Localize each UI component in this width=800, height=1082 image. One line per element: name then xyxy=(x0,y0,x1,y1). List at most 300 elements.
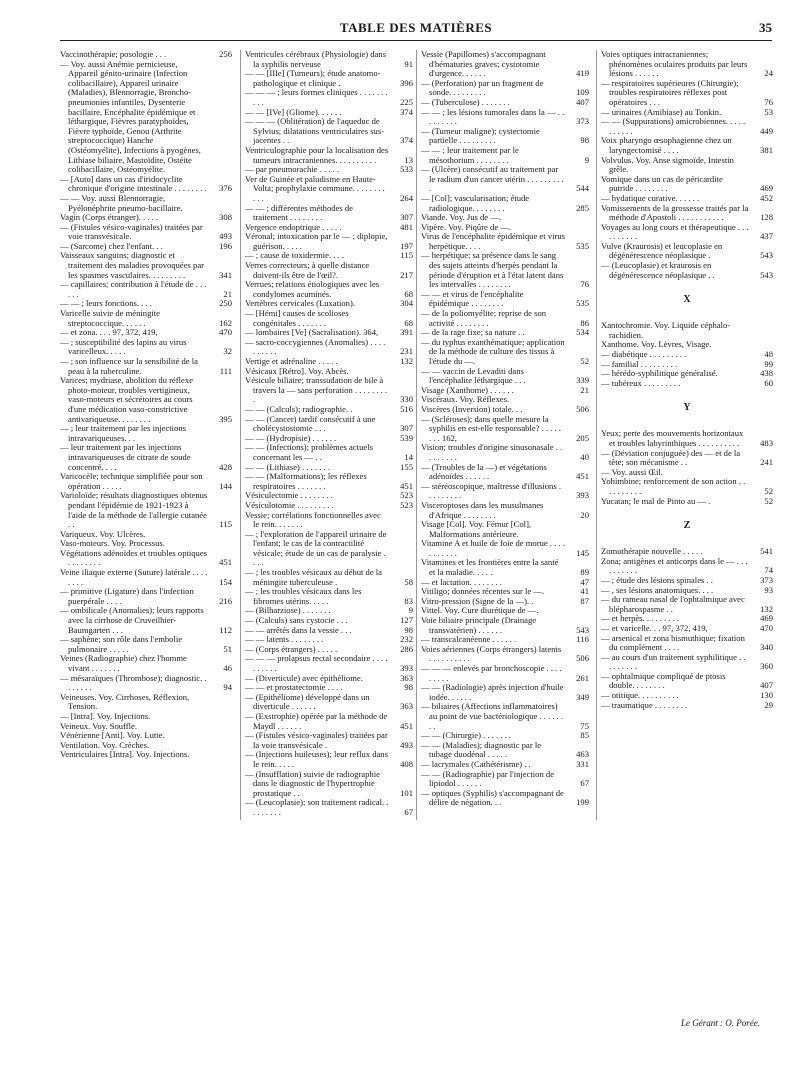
entry-page-number: 32 xyxy=(223,346,232,357)
entry-text: — (Epithéliome) développé dans un diverticule . . . . . . xyxy=(245,691,370,712)
index-entry xyxy=(245,587,413,606)
entry-text: Vésicule biliaire; transsudation de bile à travers la — sans perforation . . . . . . . . . xyxy=(245,375,388,405)
entry-page-number: 396 xyxy=(400,77,413,88)
entry-text: — (Exstrophie) opérée par la méthode de Maydl . . . . . . xyxy=(245,710,388,731)
index-entry xyxy=(421,664,589,683)
entry-text: Veines (Radiographie) chez l'homme vivant . . . . . . . xyxy=(60,653,187,673)
entry-text: Xanthome. Voy. Lèvres, Visage. xyxy=(601,339,712,350)
entry-text: — (Troubles de la —) et végétations adénoïdes . . . . . . xyxy=(421,461,547,482)
entry-text: — [Intra]. Voy. Injections. xyxy=(60,710,151,721)
index-entry xyxy=(245,693,413,712)
index-entry xyxy=(421,520,589,539)
entry-page-number: 52 xyxy=(580,356,589,366)
entry-text: — familial . . . . . . . . . xyxy=(601,358,678,369)
index-entry xyxy=(60,376,232,424)
entry-text: Végétations adénoïdes et troubles optiques . . . . . . . . xyxy=(60,547,208,568)
entry-page-number: 52 xyxy=(764,485,773,496)
index-entry xyxy=(60,549,232,568)
entry-text: — ; cause de toxidermie. . . . xyxy=(245,250,345,261)
entry-page-number: 451 xyxy=(219,557,232,568)
entry-page-number: 112 xyxy=(219,624,232,635)
entry-text: Visage (Xanthome) . . . . . . xyxy=(421,384,514,395)
index-entry xyxy=(421,558,589,577)
entry-text: — tubéreux . . . . . . . . . xyxy=(601,377,681,388)
index-entry xyxy=(245,175,413,204)
index-entry xyxy=(601,701,773,711)
entry-page-number: 304 xyxy=(400,298,413,309)
entry-page-number: 52 xyxy=(764,495,773,506)
entry-text: — (Insufflation) suivie de radiographie dans le diagnostic de l'hypertrophie prostatique . . xyxy=(245,768,380,798)
entry-text: Verrues; relations étiologiques avec les condylomes acuminés. xyxy=(245,279,380,299)
entry-page-number: 75 xyxy=(580,720,589,731)
index-entry xyxy=(60,424,232,443)
entry-text: — ombilicale (Anomalies); leurs rapports avec la cirrhose de Cruveilhier-Baumgarten . . . xyxy=(60,605,204,635)
section-letter: Z xyxy=(683,520,691,532)
index-entry xyxy=(421,789,589,808)
entry-text: — — [IIIe] (Tumeurs); étude anatomo-pathologique et clinique . xyxy=(245,68,381,88)
entry-page-number: 451 xyxy=(576,471,589,482)
entry-text: — — ; différentes méthodes de traitement . . . . . . . . xyxy=(245,202,353,223)
index-column-1 xyxy=(60,50,232,820)
index-entry xyxy=(421,501,589,520)
entry-text: — — (Maladies); diagnostic par le tubage duodénal . . . . . xyxy=(421,739,542,760)
index-entry xyxy=(601,429,773,448)
entry-text: — (Leucoplasie) et kraurosis en dégénérescence néoplasique . . xyxy=(601,260,715,280)
entry-text: Volvulus. Voy. Anse sigmoïde, Intestin grêle. xyxy=(601,154,734,175)
entry-page-number: 40 xyxy=(580,451,589,462)
entry-page-number: 74 xyxy=(764,565,773,576)
entry-text: — (Fistules vésico-vaginales) traitées par la voie transvésicale . xyxy=(245,730,388,750)
entry-text: — du typhus exanthématique; application de la méthode de culture des tissus à l'étude du —. xyxy=(421,336,565,366)
entry-page-number: 339 xyxy=(576,375,589,386)
entry-page-number: 481 xyxy=(400,221,413,232)
entry-page-number: 197 xyxy=(400,240,413,251)
header-rule xyxy=(60,40,772,41)
index-entry xyxy=(60,280,232,299)
entry-text: Vertèbres cervicales (Luxation). xyxy=(245,298,355,309)
entry-text: — — (Malformations); les réflexes respiratoires . . . . . . . xyxy=(245,471,367,491)
index-entry xyxy=(601,653,773,672)
entry-page-number: 53 xyxy=(764,106,773,117)
entry-page-number: 155 xyxy=(400,461,413,472)
entry-text: — — (Radiologie) après injection d'huile iodée. . . . . . xyxy=(421,682,564,702)
index-entry xyxy=(245,530,413,568)
entry-text: — — (Chirurgie) . . . . . . . xyxy=(421,730,512,741)
entry-text: — ; son influence sur la sensibilité de la peau à la tuberculine. xyxy=(60,356,198,376)
index-entry xyxy=(60,338,232,357)
entry-page-number: 115 xyxy=(219,519,232,530)
entry-text: Vittel. Voy. Cure diurétique de —. xyxy=(421,605,539,616)
entry-text: Vagin (Corps étranger). . . . . xyxy=(60,212,159,223)
entry-page-number: 408 xyxy=(400,758,413,769)
entry-page-number: 98 xyxy=(580,135,589,146)
entry-text: Voies aériennes (Corps étrangers) latents . . . . . . . . . . xyxy=(421,643,562,664)
entry-text: — — latents . . . . . . . . xyxy=(245,634,324,645)
index-entry xyxy=(421,616,589,635)
entry-text: Vomissements de la grossesse traités par la méthode d'Apostoli . . . . . . . . . . . xyxy=(601,202,749,223)
entry-text: Vipère. Voy. Piqûre de —. xyxy=(421,221,512,232)
entry-page-number: 438 xyxy=(760,368,773,379)
entry-text: — saphène; son rôle dans l'embolie pulmonaire . . . . . xyxy=(60,634,183,654)
entry-text: Variqueux. Voy. Ulcères. xyxy=(60,528,146,539)
entry-text: — (Bilharziose) . . . . . . . xyxy=(245,605,331,616)
entry-text: — (Diverticule) avec épithéliome. xyxy=(245,672,363,683)
entry-text: — — Voy. aussi Blennorragie, Pyélonéphrite pneumo-bacillaire. xyxy=(60,192,183,213)
entry-text: — otitique. . . . . . . . . . xyxy=(601,690,679,701)
entry-text: Yucatan; le mal de Pinto au — . xyxy=(601,495,711,506)
entry-page-number: 463 xyxy=(576,749,589,760)
page-title: TABLE DES MATIÈRES xyxy=(339,20,493,35)
index-entry xyxy=(601,557,773,576)
index-entry xyxy=(245,798,413,817)
entry-text: — de la poliomyélite; reprise de son activité . . . . . . . . xyxy=(421,308,547,328)
entry-text: — (Scléroses); dans quelle mesure la syphilis en est-elle responsable? . . . . . . . . 162, xyxy=(421,413,561,443)
entry-text: — au cours d'un traitement syphilitique . . . . . . . . . xyxy=(601,651,746,672)
entry-text: Vaisseaux sanguins; diagnostic et traitement des maladies provoquées par les spasmes vasculaires. . . . . . . . . xyxy=(60,250,205,280)
index-entry xyxy=(421,367,589,386)
entry-page-number: 419 xyxy=(576,68,589,79)
entry-page-number: 225 xyxy=(400,96,413,107)
index-entry xyxy=(245,232,413,251)
index-entry xyxy=(601,223,773,242)
entry-page-number: 14 xyxy=(404,451,413,462)
index-column-4 xyxy=(596,50,773,820)
entry-page-number: 94 xyxy=(223,682,232,693)
entry-text: — sacro-coccygiennes (Anomalies) . . . . . . . . . . xyxy=(245,336,386,357)
entry-text: — hydatique curative. . . . . . xyxy=(601,192,700,203)
index-entry xyxy=(421,194,589,213)
entry-text: Visceroptoses dans les musulmanes d'Afrique . . . . . . . . xyxy=(421,499,544,520)
entry-page-number: 341 xyxy=(219,269,232,280)
index-entry xyxy=(60,674,232,693)
entry-page-number: 541 xyxy=(760,546,773,557)
entry-text: — [Auto] dans un cas d'iridocyclite chronique d'origine intestinale . . . . . . . . xyxy=(60,173,207,194)
entry-page-number: 109 xyxy=(576,87,589,98)
entry-text: — (Déviation conjuguée) des — et de la tête; son mécanisme . . xyxy=(601,447,741,468)
entry-text: — (Tumeur maligne); cystectomie partielle . . . . . . . . . xyxy=(421,125,540,146)
index-entry xyxy=(60,223,232,242)
index-entry xyxy=(421,683,589,702)
entry-text: Ventriculaires [Intra]. Voy. Injections. xyxy=(60,749,190,760)
entry-page-number: 154 xyxy=(219,576,232,587)
index-entry xyxy=(601,634,773,653)
entry-page-number: 395 xyxy=(219,413,232,424)
entry-page-number: 437 xyxy=(760,231,773,242)
entry-text: — , ses lésions anatomiques. . . . xyxy=(601,584,714,595)
entry-text: Vaccinothérapie; posologie . . . xyxy=(60,50,167,59)
entry-text: — [Col]; vascularisation; étude radiologique. . . . . . . . xyxy=(421,192,530,213)
entry-page-number: 76 xyxy=(580,279,589,290)
index-column-3 xyxy=(416,50,589,820)
entry-text: Zomothérapie nouvelle . . . . . xyxy=(601,546,703,557)
index-entry xyxy=(245,415,413,434)
index-entry xyxy=(60,443,232,472)
entry-page-number: 451 xyxy=(400,480,413,491)
entry-text: — [Hémi] causes de scolioses congénitales . . . . . . . xyxy=(245,308,349,328)
entry-text: — — (Cancer) tardif consécutif à une cholécystostomie . . . xyxy=(245,413,376,434)
entry-page-number: 264 xyxy=(400,192,413,203)
entry-page-number: 21 xyxy=(223,288,232,299)
entry-page-number: 83 xyxy=(404,595,413,606)
index-entry xyxy=(245,511,413,530)
index-entry xyxy=(60,693,232,712)
entry-text: — traumatique . . . . . . . . xyxy=(601,699,688,710)
entry-page-number: 144 xyxy=(219,480,232,491)
entry-page-number: 308 xyxy=(219,212,232,223)
index-entry xyxy=(421,415,589,444)
entry-page-number: 130 xyxy=(760,690,773,701)
entry-page-number: 47 xyxy=(580,576,589,587)
entry-text: Voix pharyngo œsophagienne chez un laryngectomisé . . . . xyxy=(601,135,732,155)
entry-text: — — — prolapsus rectal secondaire . . . . . . . . . . xyxy=(245,653,388,673)
entry-page-number: 241 xyxy=(760,457,773,468)
index-entry xyxy=(60,472,232,491)
entry-text: — stéréoscopique, maîtresse d'illusions . . . . . . . . . xyxy=(421,480,561,501)
entry-text: — capillaires; contribution à l'étude de . . . . . . xyxy=(60,279,207,299)
index-entry xyxy=(60,587,232,606)
entry-text: — du rameau nasal de l'ophtalmique avec blépharospasme . . xyxy=(601,594,745,614)
entry-text: — — et virus de l'encéphalite épidémique . . . . . . . . xyxy=(421,288,524,309)
index-entry xyxy=(245,50,413,69)
index-entry xyxy=(60,635,232,654)
entry-page-number: 67 xyxy=(580,778,589,789)
index-entry xyxy=(601,449,773,468)
index-entry xyxy=(60,491,232,529)
entry-text: — mésaraïques (Thrombose); diagnostic. . . . . . . . xyxy=(60,672,207,693)
entry-page-number: 20 xyxy=(580,509,589,520)
index-entry xyxy=(421,290,589,309)
entry-page-number: 13 xyxy=(404,154,413,165)
entry-page-number: 89 xyxy=(580,567,589,578)
entry-text: Ventilation. Voy. Crèches. xyxy=(60,739,150,750)
entry-text: — biliaires (Affections inflammatoires) au point de vue bactériologique . . . . . . . . xyxy=(421,701,564,731)
entry-page-number: 449 xyxy=(760,125,773,136)
index-entry xyxy=(601,156,773,175)
entry-page-number: 483 xyxy=(760,438,773,448)
index-entry xyxy=(601,497,773,507)
index-entry xyxy=(60,60,232,175)
entry-page-number: 250 xyxy=(219,298,232,309)
entry-page-number: 98 xyxy=(404,624,413,635)
entry-text: — leur traitement par les injections intravariqueuses de citrate de soude concentré. . . . xyxy=(60,442,191,472)
entry-page-number: 48 xyxy=(764,349,773,360)
index-entry xyxy=(601,595,773,614)
entry-text: Yeux; perte des mouvements horizontaux et troubles labyrinthiques . . . . . . . . . . xyxy=(601,428,744,448)
running-head xyxy=(60,20,772,40)
index-entry xyxy=(245,204,413,223)
entry-page-number: 533 xyxy=(400,164,413,175)
entry-page-number: 76 xyxy=(764,96,773,107)
entry-text: Virus de l'encéphalite épidémique et virus herpétique. . . . xyxy=(421,231,565,251)
index-entry xyxy=(421,443,589,462)
index-entry xyxy=(245,568,413,587)
entry-page-number: 116 xyxy=(576,634,589,645)
entry-text: Veine iliaque externe (Suture) latérale . . . . . . . . xyxy=(60,567,208,587)
index-entry xyxy=(245,443,413,462)
entry-page-number: 91 xyxy=(404,58,413,69)
entry-page-number: 407 xyxy=(576,96,589,107)
entry-page-number: 261 xyxy=(576,672,589,683)
entry-page-number: 373 xyxy=(576,116,589,127)
entry-text: Vitiligo; données récentes sur le —. xyxy=(421,586,545,597)
entry-text: — — (Infections); problèmes actuels concernant les — . . xyxy=(245,442,373,462)
entry-text: Vitamines et les frontières entre la santé et la maladie. . . . . xyxy=(421,557,559,578)
entry-page-number: 9 xyxy=(584,154,589,165)
index-entry xyxy=(245,261,413,280)
index-entry xyxy=(421,463,589,482)
entry-text: — — arrêtés dans la vessie . . . xyxy=(245,624,352,635)
entry-page-number: 391 xyxy=(400,327,413,338)
entry-page-number: 373 xyxy=(760,574,773,585)
entry-page-number: 67 xyxy=(404,806,413,817)
entry-page-number: 516 xyxy=(400,403,413,414)
index-entry xyxy=(601,175,773,194)
index-columns xyxy=(60,50,772,820)
index-entry xyxy=(60,606,232,635)
index-entry xyxy=(60,251,232,280)
entry-text: Ver de Guinée et paludisme en Haute-Volta; prophylaxie commune. . . . . . . . . . . xyxy=(245,173,385,203)
entry-page-number: 470 xyxy=(760,622,773,633)
entry-text: — — ; les lésions tumorales dans la — . . . . . . . . . xyxy=(421,106,565,127)
entry-page-number: 217 xyxy=(400,269,413,280)
entry-page-number: 93 xyxy=(764,584,773,595)
entry-text: Vomique dans un cas de péricardite putride . . . . . . . . xyxy=(601,173,723,194)
entry-page-number: 363 xyxy=(400,701,413,712)
entry-text: Ventricules cérébraux (Physiologie) dans la syphilis nerveuse xyxy=(245,50,387,69)
entry-page-number: 374 xyxy=(400,106,413,117)
entry-text: — — — enlevés par bronchoscopie . . . . . . . . . xyxy=(421,663,562,683)
entry-text: Vésiculotomie . . . . . . . . . xyxy=(245,499,334,510)
entry-page-number: 523 xyxy=(400,499,413,510)
index-entry xyxy=(245,117,413,146)
entry-text: — (Tuberculose) . . . . . . . xyxy=(421,96,510,107)
entry-text: Veineux. Voy. Souffle. xyxy=(60,720,138,731)
entry-page-number: 132 xyxy=(400,356,413,366)
index-column-2 xyxy=(240,50,413,820)
entry-text: Verres correcteurs; à quelle distance doivent-ils être de l'œil?. xyxy=(245,260,370,280)
entry-page-number: 128 xyxy=(760,212,773,223)
entry-page-number: 451 xyxy=(400,720,413,731)
entry-text: — — (Hydropisie) . . . . . . xyxy=(245,432,337,443)
entry-text: — optiques (Syphilis) s'accompagnant de délire de négation. . . xyxy=(421,787,564,808)
entry-page-number: 363 xyxy=(400,672,413,683)
entry-page-number: 407 xyxy=(760,680,773,691)
entry-page-number: 506 xyxy=(576,653,589,664)
entry-text: Veineuses. Voy. Cirrhoses, Réflexion, Tension. xyxy=(60,691,190,712)
index-entry xyxy=(601,672,773,691)
entry-page-number: 535 xyxy=(576,298,589,309)
entry-page-number: 331 xyxy=(576,758,589,769)
entry-text: — ; leur traitement par les injections intravariqueuses. . . xyxy=(60,423,187,443)
index-entry xyxy=(421,338,589,367)
entry-page-number: 68 xyxy=(404,317,413,328)
index-entry xyxy=(60,309,232,328)
entry-page-number: 196 xyxy=(219,240,232,251)
entry-text: — Voy. aussi Œil. xyxy=(601,466,663,477)
index-entry xyxy=(60,750,232,760)
index-entry xyxy=(601,79,773,108)
entry-text: — (Ulcère) consécutif au traitement par le radium d'un cancer utérin . . . . . . . . . . xyxy=(421,164,564,194)
entry-text: — ; l'exploration de l'appareil urinaire de l'enfant; le cas de la contractilité vésicale; étude de un cas de paralysie . . . . xyxy=(245,528,387,568)
entry-text: — (Sarcome) chez l'enfant. . . xyxy=(60,240,163,251)
index-entry xyxy=(245,712,413,731)
index-entry xyxy=(245,376,413,405)
entry-text: — — et prostatectomie . . . . xyxy=(245,682,343,693)
index-entry xyxy=(421,165,589,194)
entry-text: — (Calculs) sans cystocie . . . xyxy=(245,615,348,626)
index-entry xyxy=(245,338,413,357)
index-entry xyxy=(421,482,589,501)
index-entry xyxy=(245,770,413,799)
index-entry xyxy=(245,280,413,299)
entry-text: Vaso-moteurs. Voy. Processus. xyxy=(60,538,165,549)
entry-text: — par pneumorachie . . . . . xyxy=(245,164,340,175)
entry-page-number: 381 xyxy=(760,144,773,155)
entry-page-number: 452 xyxy=(760,192,773,203)
entry-page-number: 539 xyxy=(400,432,413,443)
entry-text: — (Injections huileuses); leur reflux dans le rein. . . . . xyxy=(245,749,388,769)
entry-text: — herpétique; sa présence dans le sang des sujets atteints d'herpès pendant la période d'éruption et à l'état latent dans les intervalles . . . . . . . . xyxy=(421,250,564,290)
entry-text: Zona; antigènes et anticorps dans le — . . . . . . . . . . xyxy=(601,555,748,576)
section-letter: Y xyxy=(683,402,691,414)
entry-page-number: 115 xyxy=(400,250,413,261)
index-entry xyxy=(421,770,589,789)
entry-text: — — vaccin de Levaditi dans l'encéphalite léthargique . . . xyxy=(421,365,526,386)
index-entry xyxy=(421,645,589,664)
entry-text: Vision; troubles d'origine sinusonasale . . . . . . . . . xyxy=(421,442,563,462)
entry-text: Xantochromie. Voy. Liquide céphalo-rachidien. xyxy=(601,320,731,340)
index-entry xyxy=(421,108,589,127)
entry-page-number: 98 xyxy=(404,682,413,693)
entry-text: Voyages au long cours et thérapeutique . . . . . . . . . . xyxy=(601,221,749,242)
index-entry xyxy=(601,136,773,155)
entry-text: — primitive (Ligature) dans l'infection puerpérale . . . . xyxy=(60,586,194,606)
index-entry xyxy=(60,654,232,673)
entry-page-number: 86 xyxy=(580,317,589,328)
entry-text: — diabétique . . . . . . . . . xyxy=(601,349,687,360)
entry-text: Yohimbine; renforcement de son action . . . . . . . . . . xyxy=(601,476,746,496)
entry-page-number: 41 xyxy=(580,586,589,597)
entry-page-number: 285 xyxy=(576,202,589,213)
entry-page-number: 21 xyxy=(580,384,589,395)
index-entry xyxy=(601,321,773,340)
entry-page-number: 132 xyxy=(760,603,773,614)
entry-text: — — (Radiographie) par l'injection de lipiodol . . . . . . xyxy=(421,768,555,789)
entry-text: — urinaires (Amibiase) au Tonkin. xyxy=(601,106,722,117)
entry-text: — hérédo-syphilitique généralisé. xyxy=(601,368,718,379)
entry-page-number: 68 xyxy=(404,288,413,299)
entry-page-number: 374 xyxy=(400,135,413,146)
entry-page-number: 535 xyxy=(576,240,589,251)
index-entry xyxy=(60,194,232,213)
entry-page-number: 469 xyxy=(760,183,773,194)
entry-page-number: 393 xyxy=(576,490,589,501)
entry-text: — — — ; leurs formes cliniques . . . . . . . . . . xyxy=(245,87,388,107)
entry-text: Varicocèle; technique simplifiée pour son opération . . . . . xyxy=(60,471,203,491)
entry-text: — — (Lithiase) . . . . . . . xyxy=(245,461,330,472)
entry-text: Viscères (Inversion) totale. . . xyxy=(421,403,523,414)
entry-page-number: 99 xyxy=(764,358,773,369)
entry-text: — Voy. aussi Anémie pernicieuse, Appareil génito-urinaire (Infection colibacillaire), Appareil urinaire (Maladies), Blennorragie, Broncho-pneumonies infantiles, Dysenterie bacillaire, Encéphalite épidémique et léthargique, Fièvres paratyphoïdes, Fièvre typhoïde, Genou (Arthrite streptococcique) Hanche (Ostéomyélite), Infections à pyogènes, Lithiase biliaire, Mastoïdite, Ostéite colibacillaire, Ostéomyélite. xyxy=(60,58,201,175)
entry-page-number: 393 xyxy=(400,663,413,673)
entry-page-number: 307 xyxy=(400,423,413,434)
entry-page-number: 330 xyxy=(400,394,413,405)
entry-page-number: 470 xyxy=(219,327,232,338)
entry-page-number: 216 xyxy=(219,595,232,606)
entry-page-number: 493 xyxy=(400,739,413,750)
entry-text: Vitamine A et huile de foie de morue . . . . . . . . . . . xyxy=(421,538,565,558)
index-entry xyxy=(245,654,413,673)
